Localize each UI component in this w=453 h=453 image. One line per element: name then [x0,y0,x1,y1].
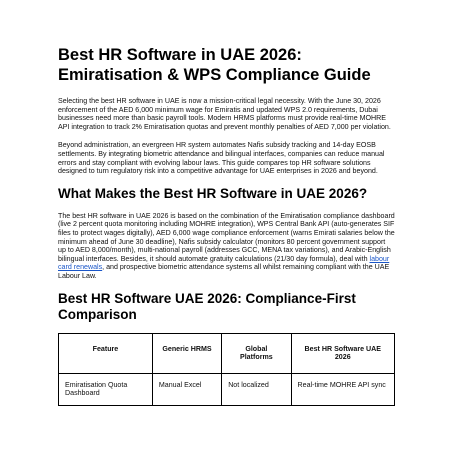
table-cell-generic-hrms: Manual Excel [152,373,221,405]
comparison-table [58,333,395,406]
intro-paragraph-2: Beyond administration, an evergreen HR system automates Nafis subsidy tracking and 14-day EOSB settlements. By integrating biometric attendance and bilingual interfaces, companies can reduce manual errors and stay compliant with evolving labour laws. This guide compares top HR software solutions designed to turn regulatory risk into a competitive advantage for UAE enterprises in 2026 and beyond. [58,141,385,176]
section-heading-comparison: Best HR Software UAE 2026: Compliance-First Comparison [58,290,356,322]
section-paragraph [58,212,395,281]
intro-paragraph-1: Selecting the best HR software in UAE is now a mission-critical legal necessity. With the June 30, 2026 enforcement of the AED 6,000 minimum wage for Emiratis and updated WPS 2.0 requirements, Dubai businesses need more than basic payroll tools. Modern HRMS platforms must provide real-time MOHRE API integration to track 2% Emiratisation quotas and prevent monthly penalties of AED 7,000 per violation. [58,97,391,131]
table-header-row [59,333,395,373]
labour-card-renewals-link[interactable]: labour card renewals [58,254,390,272]
table-cell-best-hr-software: Real-time MOHRE API sync [291,373,394,405]
table-cell-feature: Emiratisation Quota Dashboard [59,373,153,405]
table-header-feature: Feature [59,333,153,373]
table-header-generic-hrms: Generic HRMS [152,333,221,373]
table-row [59,373,395,405]
page-title: Best HR Software in UAE 2026: Emiratisation & WPS Compliance Guide [58,46,371,84]
table-cell-global-platforms: Not localized [222,373,291,405]
section-heading-what-makes: What Makes the Best HR Software in UAE 2026? [58,185,368,201]
table-header-global-platforms: Global Platforms [222,333,291,373]
table-header-best-hr-software: Best HR Software UAE 2026 [291,333,394,373]
section-paragraph-text-before: The best HR software in UAE 2026 is based on the combination of the Emiratisation compliance dashboard (live 2 percent quota monitoring including MOHRE integration), WPS Central Bank API (auto-generates SIF files to protect wages digitally), AED 6,000 wage compliance enforcement (warns Emirati salaries below the minimum ahead of June 30 deadline), Nafis subsidy calculator (monitors 80 percent government support up to AED 8,000/month), multi-national payroll (addresses GCC, MENA tax variations), and Arabic-English bilingual interfaces. Besides, it should automate gratuity calculations (21/30 day formula), deal with [58,211,395,263]
section-paragraph-text-after: , and prospective biometric attendance systems all whilst remaining compliant with the UAE Labour Law. [58,263,390,280]
